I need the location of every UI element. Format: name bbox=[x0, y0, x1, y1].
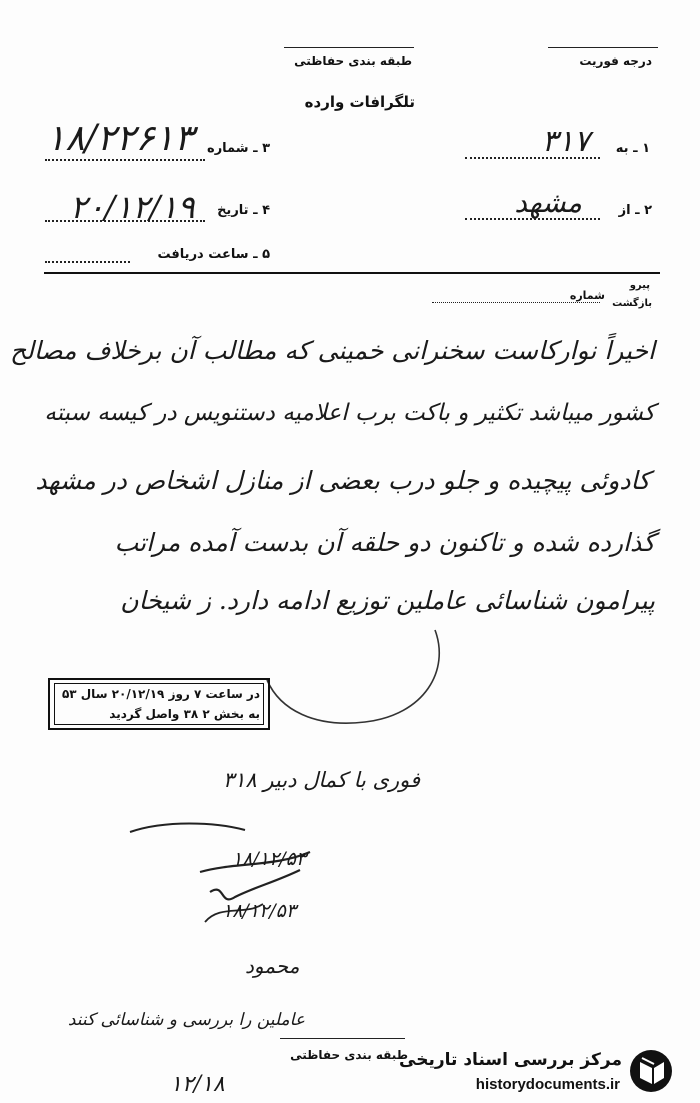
body-line: گذارده شده و تاکنون دو حلقه آن بدست آمده مراتب bbox=[114, 528, 655, 557]
date-value: ۲۰/۱۲/۱۹ bbox=[70, 188, 195, 226]
archive-logo-icon bbox=[628, 1048, 674, 1094]
reference-label-top: پیرو bbox=[629, 280, 650, 291]
watermark-org-name: مرکز بررسی اسناد تاریخی bbox=[399, 1050, 622, 1070]
body-line: کادوئی پیچیده و جلو درب بعضی از منازل اشخاص در مشهد bbox=[35, 466, 650, 495]
handwritten-loop-stroke bbox=[255, 610, 455, 730]
date-label: ۴ ـ تاریخ bbox=[217, 203, 270, 218]
to-value: ۳۱۷ bbox=[541, 124, 590, 159]
document-title: تلگرافات وارده bbox=[304, 93, 415, 111]
reference-number-label: شماره bbox=[569, 289, 605, 302]
stamp-line-2: به بخش ۲ ۳۸ واصل گردید bbox=[109, 707, 260, 721]
number-label: ۳ ـ شماره bbox=[207, 141, 270, 156]
reference-label-bottom: بازگشت bbox=[612, 298, 652, 309]
signature-date-2: ۱۸/۱۲/۵۳ bbox=[222, 900, 297, 922]
signature-date-1: ۱۸/۱۲/۵۳ bbox=[232, 848, 307, 870]
to-label: ۱ ـ به bbox=[615, 141, 650, 156]
watermark-site: historydocuments.ir bbox=[475, 1076, 620, 1093]
bottom-number: ۱۲/۱۸ bbox=[170, 1072, 225, 1097]
classification-label: طبقه بندی حفاظتی bbox=[294, 54, 412, 68]
priority-underline bbox=[548, 47, 658, 48]
handwritten-initial: محمود bbox=[245, 954, 300, 978]
body-line: کشور میباشد تکثیر و باکت برب اعلامیه دستنویس در کیسه سبته bbox=[44, 400, 655, 426]
from-label: ۲ ـ از bbox=[618, 203, 652, 218]
reference-dotted-line bbox=[432, 302, 600, 303]
number-value: ۱۸/۲۲۶۱۳ bbox=[46, 118, 194, 159]
footer-classification-label: طبقه بندی حفاظتی bbox=[290, 1048, 408, 1062]
body-line: پیرامون شناسائی عاملین توزیع ادامه دارد. ز شیخان bbox=[120, 586, 655, 615]
reception-stamp bbox=[48, 678, 270, 730]
body-line: اخیراً نوارکاست سخنرانی خمینی که مطالب آن برخلاف مصالح bbox=[10, 336, 655, 365]
time-label: ۵ ـ ساعت دریافت bbox=[157, 247, 270, 262]
number-dotted-line bbox=[45, 159, 205, 161]
handwritten-footer-note: عاملین را بررسی و شناسائی کنند bbox=[67, 1010, 305, 1030]
footer-classification-rule bbox=[280, 1038, 405, 1039]
header-divider bbox=[44, 272, 660, 274]
classification-underline bbox=[284, 47, 414, 48]
priority-label: درجه فوریت bbox=[579, 54, 652, 68]
stamp-line-1: در ساعت ۷ روز ۲۰/۱۲/۱۹ سال ۵۳ bbox=[61, 687, 260, 701]
handwritten-note: فوری با کمال دبیر ۳۱۸ bbox=[222, 768, 420, 792]
from-value: مشهد bbox=[514, 186, 582, 219]
time-dotted-line bbox=[45, 261, 130, 263]
